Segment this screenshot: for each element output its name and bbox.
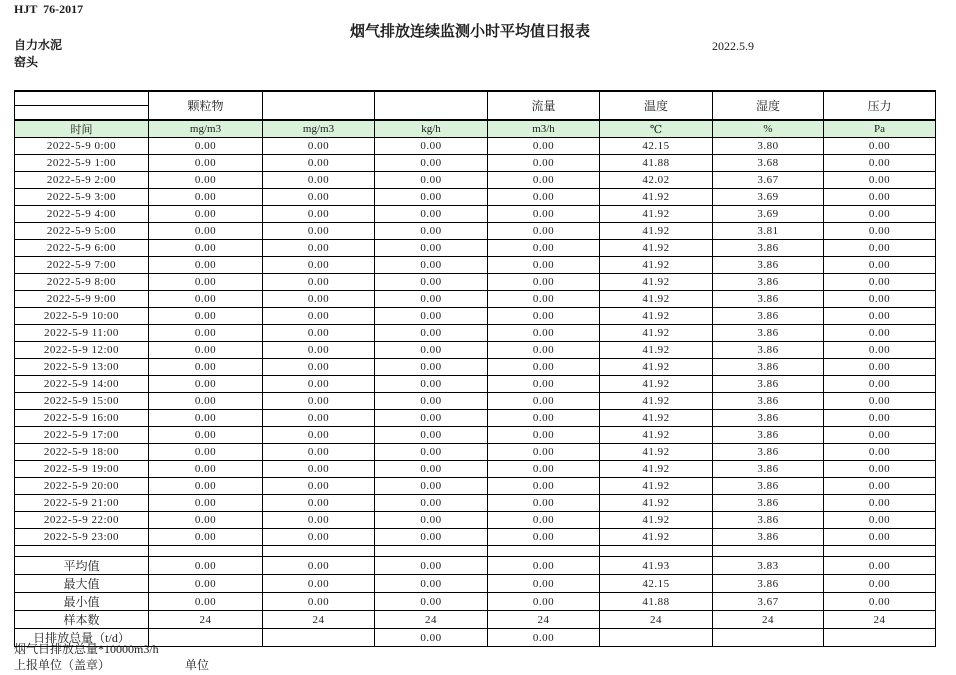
summary-label-cell: 日排放总量（t/d） [15, 629, 149, 647]
value-cell: 41.92 [600, 393, 713, 410]
table-row [15, 308, 936, 325]
value-cell: 0.00 [375, 427, 488, 444]
company-name: 自力水泥 [14, 38, 63, 52]
value-cell: 0.00 [375, 478, 488, 495]
value-cell: 0.00 [824, 495, 936, 512]
time-cell: 2022-5-9 16:00 [15, 410, 149, 427]
value-cell: 0.00 [375, 206, 488, 223]
empty-cell [600, 546, 713, 557]
value-cell: 0.00 [375, 342, 488, 359]
time-cell: 2022-5-9 23:00 [15, 529, 149, 546]
value-cell: 0.00 [149, 172, 263, 189]
table-row [15, 257, 936, 274]
table-row [15, 478, 936, 495]
summary-row [15, 611, 936, 629]
value-cell: 0.00 [488, 291, 600, 308]
value-cell: 41.92 [600, 274, 713, 291]
hourly-data-table [14, 90, 936, 557]
value-cell: 3.86 [713, 461, 824, 478]
value-cell: 0.00 [263, 308, 375, 325]
value-cell: 0.00 [149, 427, 263, 444]
value-cell: 0.00 [824, 172, 936, 189]
summary-row [15, 557, 936, 575]
value-cell: 0.00 [488, 444, 600, 461]
value-cell: 0.00 [488, 155, 600, 172]
value-cell: 0.00 [149, 342, 263, 359]
value-cell: 0.00 [488, 308, 600, 325]
table-row [15, 376, 936, 393]
summary-value-cell: 0.00 [488, 557, 600, 575]
summary-value-cell [600, 629, 713, 647]
value-cell: 0.00 [488, 274, 600, 291]
value-cell: 41.92 [600, 206, 713, 223]
value-cell: 0.00 [149, 529, 263, 546]
time-cell: 2022-5-9 20:00 [15, 478, 149, 495]
value-cell: 0.00 [824, 240, 936, 257]
time-cell: 2022-5-9 7:00 [15, 257, 149, 274]
unit-cell: m3/h [488, 120, 600, 138]
table-row [15, 223, 936, 240]
value-cell: 0.00 [488, 359, 600, 376]
value-cell: 0.00 [263, 291, 375, 308]
value-cell: 41.92 [600, 257, 713, 274]
value-cell: 0.00 [488, 393, 600, 410]
value-cell: 0.00 [149, 257, 263, 274]
value-cell: 0.00 [149, 240, 263, 257]
summary-value-cell [824, 629, 936, 647]
summary-value-cell: 3.86 [713, 575, 824, 593]
value-cell: 41.92 [600, 223, 713, 240]
time-cell: 2022-5-9 5:00 [15, 223, 149, 240]
value-cell: 0.00 [824, 257, 936, 274]
value-cell: 0.00 [375, 495, 488, 512]
value-cell: 0.00 [824, 393, 936, 410]
value-cell: 41.92 [600, 461, 713, 478]
summary-value-cell: 0.00 [375, 557, 488, 575]
value-cell: 41.92 [600, 376, 713, 393]
value-cell: 41.92 [600, 342, 713, 359]
value-cell: 0.00 [488, 529, 600, 546]
table-row [15, 410, 936, 427]
unit-cell: kg/h [375, 120, 488, 138]
value-cell: 0.00 [824, 189, 936, 206]
value-cell: 41.92 [600, 410, 713, 427]
table-row [15, 291, 936, 308]
empty-cell [375, 546, 488, 557]
value-cell: 0.00 [375, 393, 488, 410]
value-cell: 0.00 [824, 325, 936, 342]
summary-value-cell: 0.00 [824, 593, 936, 611]
value-cell: 0.00 [375, 223, 488, 240]
value-cell: 0.00 [375, 461, 488, 478]
summary-label-cell: 最小值 [15, 593, 149, 611]
value-cell: 0.00 [375, 410, 488, 427]
value-cell: 0.00 [263, 478, 375, 495]
time-column-header: 时间 [15, 120, 149, 138]
table-row [15, 155, 936, 172]
value-cell: 3.86 [713, 478, 824, 495]
value-cell: 3.86 [713, 257, 824, 274]
time-cell: 2022-5-9 6:00 [15, 240, 149, 257]
value-cell: 0.00 [149, 359, 263, 376]
table-row [15, 172, 936, 189]
time-cell: 2022-5-9 0:00 [15, 138, 149, 155]
summary-value-cell: 0.00 [263, 557, 375, 575]
value-cell: 41.92 [600, 529, 713, 546]
value-cell: 0.00 [149, 206, 263, 223]
value-cell: 0.00 [824, 291, 936, 308]
time-cell: 2022-5-9 4:00 [15, 206, 149, 223]
table-row [15, 342, 936, 359]
value-cell: 3.86 [713, 512, 824, 529]
value-cell: 0.00 [824, 376, 936, 393]
summary-value-cell: 0.00 [263, 575, 375, 593]
summary-value-cell: 42.15 [600, 575, 713, 593]
time-cell: 2022-5-9 14:00 [15, 376, 149, 393]
value-cell: 0.00 [488, 342, 600, 359]
col-header-temperature: 温度 [600, 91, 713, 120]
value-cell: 3.86 [713, 376, 824, 393]
reporting-unit-label: 上报单位（盖章） [14, 658, 111, 672]
value-cell: 3.81 [713, 223, 824, 240]
standard-code: HJT 76-2017 [14, 2, 84, 16]
summary-value-cell: 0.00 [263, 593, 375, 611]
value-cell: 0.00 [263, 138, 375, 155]
report-date: 2022.5.9 [712, 39, 754, 53]
value-cell: 3.86 [713, 444, 824, 461]
time-cell: 2022-5-9 17:00 [15, 427, 149, 444]
value-cell: 0.00 [824, 410, 936, 427]
value-cell: 0.00 [375, 189, 488, 206]
time-cell: 2022-5-9 10:00 [15, 308, 149, 325]
value-cell: 0.00 [263, 223, 375, 240]
value-cell: 0.00 [263, 240, 375, 257]
time-cell: 2022-5-9 3:00 [15, 189, 149, 206]
time-cell: 2022-5-9 1:00 [15, 155, 149, 172]
col-header-blank-2 [375, 91, 488, 120]
value-cell: 0.00 [149, 274, 263, 291]
value-cell: 0.00 [149, 376, 263, 393]
table-row [15, 512, 936, 529]
value-cell: 0.00 [488, 240, 600, 257]
value-cell: 0.00 [149, 189, 263, 206]
value-cell: 0.00 [824, 512, 936, 529]
value-cell: 0.00 [263, 512, 375, 529]
value-cell: 41.92 [600, 291, 713, 308]
value-cell: 3.86 [713, 308, 824, 325]
value-cell: 3.86 [713, 274, 824, 291]
summary-value-cell: 24 [263, 611, 375, 629]
value-cell: 0.00 [375, 529, 488, 546]
summary-value-cell: 0.00 [149, 557, 263, 575]
value-cell: 0.00 [149, 325, 263, 342]
value-cell: 0.00 [488, 325, 600, 342]
time-header-upper-cell [15, 91, 149, 106]
table-row [15, 393, 936, 410]
col-header-flow: 流量 [488, 91, 600, 120]
summary-table [14, 556, 936, 647]
value-cell: 0.00 [824, 478, 936, 495]
summary-value-cell: 24 [600, 611, 713, 629]
table-row [15, 495, 936, 512]
value-cell: 41.92 [600, 444, 713, 461]
group-header-row [15, 91, 936, 106]
time-header-lower-cell [15, 106, 149, 121]
value-cell: 3.86 [713, 240, 824, 257]
value-cell: 0.00 [824, 427, 936, 444]
time-cell: 2022-5-9 12:00 [15, 342, 149, 359]
empty-cell [149, 546, 263, 557]
value-cell: 0.00 [263, 444, 375, 461]
value-cell: 0.00 [375, 138, 488, 155]
summary-value-cell: 24 [375, 611, 488, 629]
value-cell: 0.00 [263, 155, 375, 172]
summary-value-cell: 0.00 [149, 575, 263, 593]
value-cell: 0.00 [488, 206, 600, 223]
unit-cell: mg/m3 [263, 120, 375, 138]
value-cell: 0.00 [488, 223, 600, 240]
value-cell: 41.92 [600, 427, 713, 444]
table-row [15, 444, 936, 461]
value-cell: 0.00 [824, 223, 936, 240]
value-cell: 41.92 [600, 495, 713, 512]
value-cell: 0.00 [375, 172, 488, 189]
value-cell: 0.00 [824, 529, 936, 546]
summary-value-cell [263, 629, 375, 647]
value-cell: 0.00 [488, 138, 600, 155]
summary-value-cell: 24 [149, 611, 263, 629]
value-cell: 0.00 [488, 257, 600, 274]
value-cell: 0.00 [149, 155, 263, 172]
value-cell: 3.68 [713, 155, 824, 172]
value-cell: 0.00 [149, 495, 263, 512]
unit-cell: % [713, 120, 824, 138]
value-cell: 3.69 [713, 189, 824, 206]
value-cell: 0.00 [263, 274, 375, 291]
value-cell: 0.00 [263, 427, 375, 444]
summary-value-cell: 24 [488, 611, 600, 629]
value-cell: 3.86 [713, 291, 824, 308]
time-cell: 2022-5-9 11:00 [15, 325, 149, 342]
value-cell: 0.00 [488, 427, 600, 444]
time-cell: 2022-5-9 2:00 [15, 172, 149, 189]
value-cell: 0.00 [824, 461, 936, 478]
value-cell: 3.86 [713, 410, 824, 427]
summary-label-cell: 样本数 [15, 611, 149, 629]
value-cell: 0.00 [375, 512, 488, 529]
value-cell: 42.15 [600, 138, 713, 155]
summary-value-cell: 3.83 [713, 557, 824, 575]
value-cell: 0.00 [149, 478, 263, 495]
value-cell: 0.00 [263, 376, 375, 393]
value-cell: 0.00 [149, 291, 263, 308]
value-cell: 0.00 [149, 393, 263, 410]
value-cell: 0.00 [263, 257, 375, 274]
value-cell: 0.00 [488, 410, 600, 427]
monitoring-point: 窑头 [14, 55, 39, 69]
value-cell: 0.00 [824, 359, 936, 376]
summary-value-cell [713, 629, 824, 647]
value-cell: 0.00 [375, 325, 488, 342]
value-cell: 0.00 [488, 189, 600, 206]
value-cell: 3.86 [713, 427, 824, 444]
value-cell: 41.92 [600, 325, 713, 342]
summary-value-cell: 0.00 [488, 575, 600, 593]
value-cell: 3.67 [713, 172, 824, 189]
value-cell: 0.00 [149, 444, 263, 461]
value-cell: 0.00 [375, 240, 488, 257]
value-cell: 0.00 [263, 206, 375, 223]
value-cell: 0.00 [824, 206, 936, 223]
value-cell: 0.00 [149, 410, 263, 427]
summary-value-cell: 0.00 [375, 575, 488, 593]
value-cell: 3.86 [713, 529, 824, 546]
unit-cell: mg/m3 [149, 120, 263, 138]
empty-cell [263, 546, 375, 557]
summary-value-cell: 0.00 [488, 593, 600, 611]
summary-value-cell: 0.00 [375, 629, 488, 647]
value-cell: 3.86 [713, 359, 824, 376]
summary-value-cell [149, 629, 263, 647]
col-header-pressure: 压力 [824, 91, 936, 120]
table-row [15, 461, 936, 478]
unit-label: 单位 [185, 658, 210, 672]
value-cell: 0.00 [824, 155, 936, 172]
table-row [15, 529, 936, 546]
summary-row [15, 593, 936, 611]
summary-value-cell: 0.00 [375, 593, 488, 611]
col-header-particulate: 颗粒物 [149, 91, 263, 120]
value-cell: 41.92 [600, 359, 713, 376]
spacer-row [15, 546, 936, 557]
value-cell: 0.00 [375, 444, 488, 461]
value-cell: 3.86 [713, 393, 824, 410]
summary-label-cell: 平均值 [15, 557, 149, 575]
value-cell: 0.00 [263, 342, 375, 359]
summary-value-cell: 0.00 [824, 557, 936, 575]
summary-value-cell: 0.00 [488, 629, 600, 647]
value-cell: 3.69 [713, 206, 824, 223]
value-cell: 3.86 [713, 342, 824, 359]
table-row [15, 427, 936, 444]
value-cell: 0.00 [149, 461, 263, 478]
table-row [15, 274, 936, 291]
time-cell: 2022-5-9 21:00 [15, 495, 149, 512]
summary-value-cell: 0.00 [824, 575, 936, 593]
value-cell: 41.88 [600, 155, 713, 172]
col-header-blank-1 [263, 91, 375, 120]
value-cell: 0.00 [263, 461, 375, 478]
value-cell: 0.00 [149, 308, 263, 325]
empty-cell [824, 546, 936, 557]
table-row [15, 206, 936, 223]
unit-header-row [15, 120, 936, 138]
value-cell: 0.00 [263, 325, 375, 342]
value-cell: 0.00 [824, 444, 936, 461]
summary-value-cell: 24 [824, 611, 936, 629]
value-cell: 0.00 [488, 172, 600, 189]
value-cell: 0.00 [375, 274, 488, 291]
table-row [15, 189, 936, 206]
value-cell: 0.00 [149, 138, 263, 155]
summary-value-cell: 24 [713, 611, 824, 629]
total-emission-note: 烟气日排放总量*10000m3/h [14, 642, 159, 656]
value-cell: 0.00 [375, 376, 488, 393]
summary-value-cell: 3.67 [713, 593, 824, 611]
value-cell: 0.00 [375, 155, 488, 172]
value-cell: 41.92 [600, 240, 713, 257]
time-cell: 2022-5-9 9:00 [15, 291, 149, 308]
value-cell: 0.00 [263, 172, 375, 189]
report-title: 烟气排放连续监测小时平均值日报表 [349, 24, 590, 40]
value-cell: 0.00 [263, 189, 375, 206]
value-cell: 3.86 [713, 325, 824, 342]
time-cell: 2022-5-9 13:00 [15, 359, 149, 376]
value-cell: 0.00 [375, 308, 488, 325]
value-cell: 0.00 [488, 495, 600, 512]
unit-cell: ℃ [600, 120, 713, 138]
empty-cell [488, 546, 600, 557]
table-row [15, 325, 936, 342]
col-header-humidity: 湿度 [713, 91, 824, 120]
value-cell: 42.02 [600, 172, 713, 189]
empty-cell [15, 546, 149, 557]
value-cell: 0.00 [824, 138, 936, 155]
summary-label-cell: 最大值 [15, 575, 149, 593]
table-row [15, 240, 936, 257]
value-cell: 0.00 [375, 359, 488, 376]
value-cell: 0.00 [263, 495, 375, 512]
time-cell: 2022-5-9 15:00 [15, 393, 149, 410]
value-cell: 3.80 [713, 138, 824, 155]
value-cell: 0.00 [149, 512, 263, 529]
value-cell: 0.00 [375, 257, 488, 274]
value-cell: 0.00 [824, 342, 936, 359]
value-cell: 0.00 [488, 478, 600, 495]
summary-row [15, 575, 936, 593]
value-cell: 0.00 [824, 274, 936, 291]
value-cell: 0.00 [149, 223, 263, 240]
value-cell: 41.92 [600, 478, 713, 495]
value-cell: 0.00 [824, 308, 936, 325]
unit-cell: Pa [824, 120, 936, 138]
time-cell: 2022-5-9 8:00 [15, 274, 149, 291]
table-row [15, 138, 936, 155]
table-row [15, 359, 936, 376]
time-cell: 2022-5-9 22:00 [15, 512, 149, 529]
value-cell: 0.00 [263, 393, 375, 410]
value-cell: 0.00 [263, 359, 375, 376]
summary-value-cell: 0.00 [149, 593, 263, 611]
time-cell: 2022-5-9 19:00 [15, 461, 149, 478]
value-cell: 0.00 [375, 291, 488, 308]
summary-value-cell: 41.93 [600, 557, 713, 575]
value-cell: 41.92 [600, 308, 713, 325]
time-cell: 2022-5-9 18:00 [15, 444, 149, 461]
value-cell: 0.00 [488, 461, 600, 478]
value-cell: 0.00 [488, 376, 600, 393]
empty-cell [713, 546, 824, 557]
value-cell: 41.92 [600, 512, 713, 529]
value-cell: 0.00 [263, 410, 375, 427]
summary-value-cell: 41.88 [600, 593, 713, 611]
value-cell: 0.00 [263, 529, 375, 546]
value-cell: 3.86 [713, 495, 824, 512]
value-cell: 41.92 [600, 189, 713, 206]
value-cell: 0.00 [488, 512, 600, 529]
